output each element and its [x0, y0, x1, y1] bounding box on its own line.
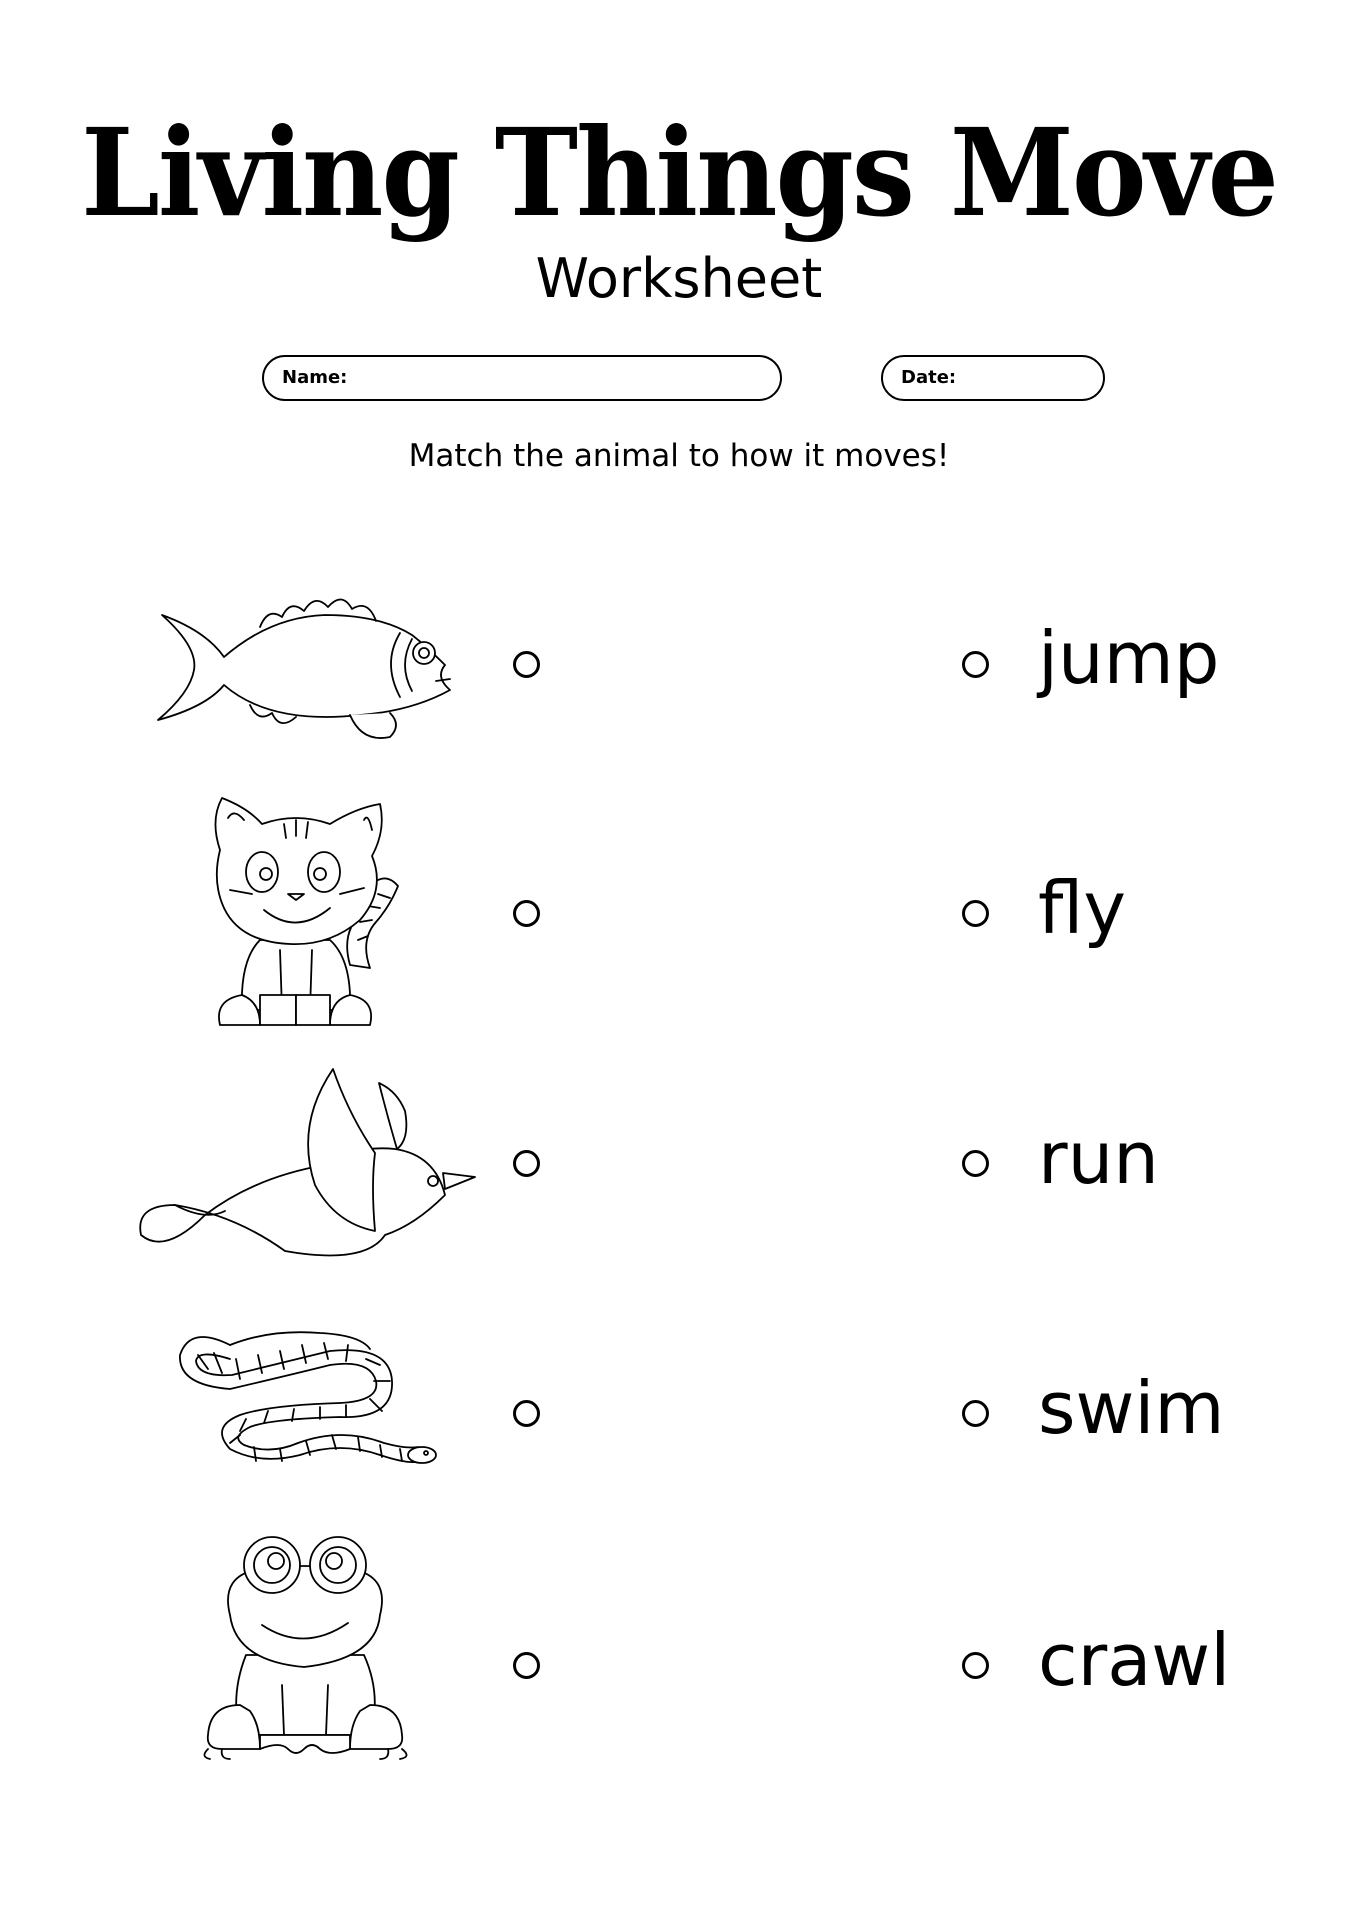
snake-icon — [170, 1315, 440, 1490]
date-input[interactable] — [955, 363, 1085, 395]
instructions: Match the animal to how it moves! — [408, 438, 950, 474]
bird-icon — [135, 1065, 480, 1265]
name-field[interactable] — [262, 355, 782, 401]
verb-dot-2[interactable] — [962, 900, 989, 927]
verb-dot-1[interactable] — [962, 651, 989, 678]
verb-label-4: swim — [1038, 1366, 1225, 1450]
verb-label-2: fly — [1038, 866, 1126, 950]
animal-dot-2[interactable] — [513, 900, 540, 927]
date-label: Date: — [901, 367, 957, 388]
verb-dot-5[interactable] — [962, 1652, 989, 1679]
frog-icon — [200, 1535, 415, 1760]
name-label: Name: — [282, 367, 348, 388]
name-input[interactable] — [344, 363, 762, 395]
page-title: Living Things Move — [81, 102, 1277, 245]
animal-dot-1[interactable] — [513, 651, 540, 678]
cat-icon — [200, 790, 415, 1035]
verb-label-3: run — [1038, 1116, 1159, 1200]
date-field[interactable] — [881, 355, 1105, 401]
page-subtitle: Worksheet — [535, 247, 823, 310]
verb-dot-3[interactable] — [962, 1150, 989, 1177]
animal-dot-4[interactable] — [513, 1400, 540, 1427]
animal-dot-3[interactable] — [513, 1150, 540, 1177]
animal-dot-5[interactable] — [513, 1652, 540, 1679]
verb-dot-4[interactable] — [962, 1400, 989, 1427]
verb-label-1: jump — [1038, 616, 1220, 700]
fish-icon — [150, 585, 470, 745]
verb-label-5: crawl — [1038, 1618, 1231, 1702]
